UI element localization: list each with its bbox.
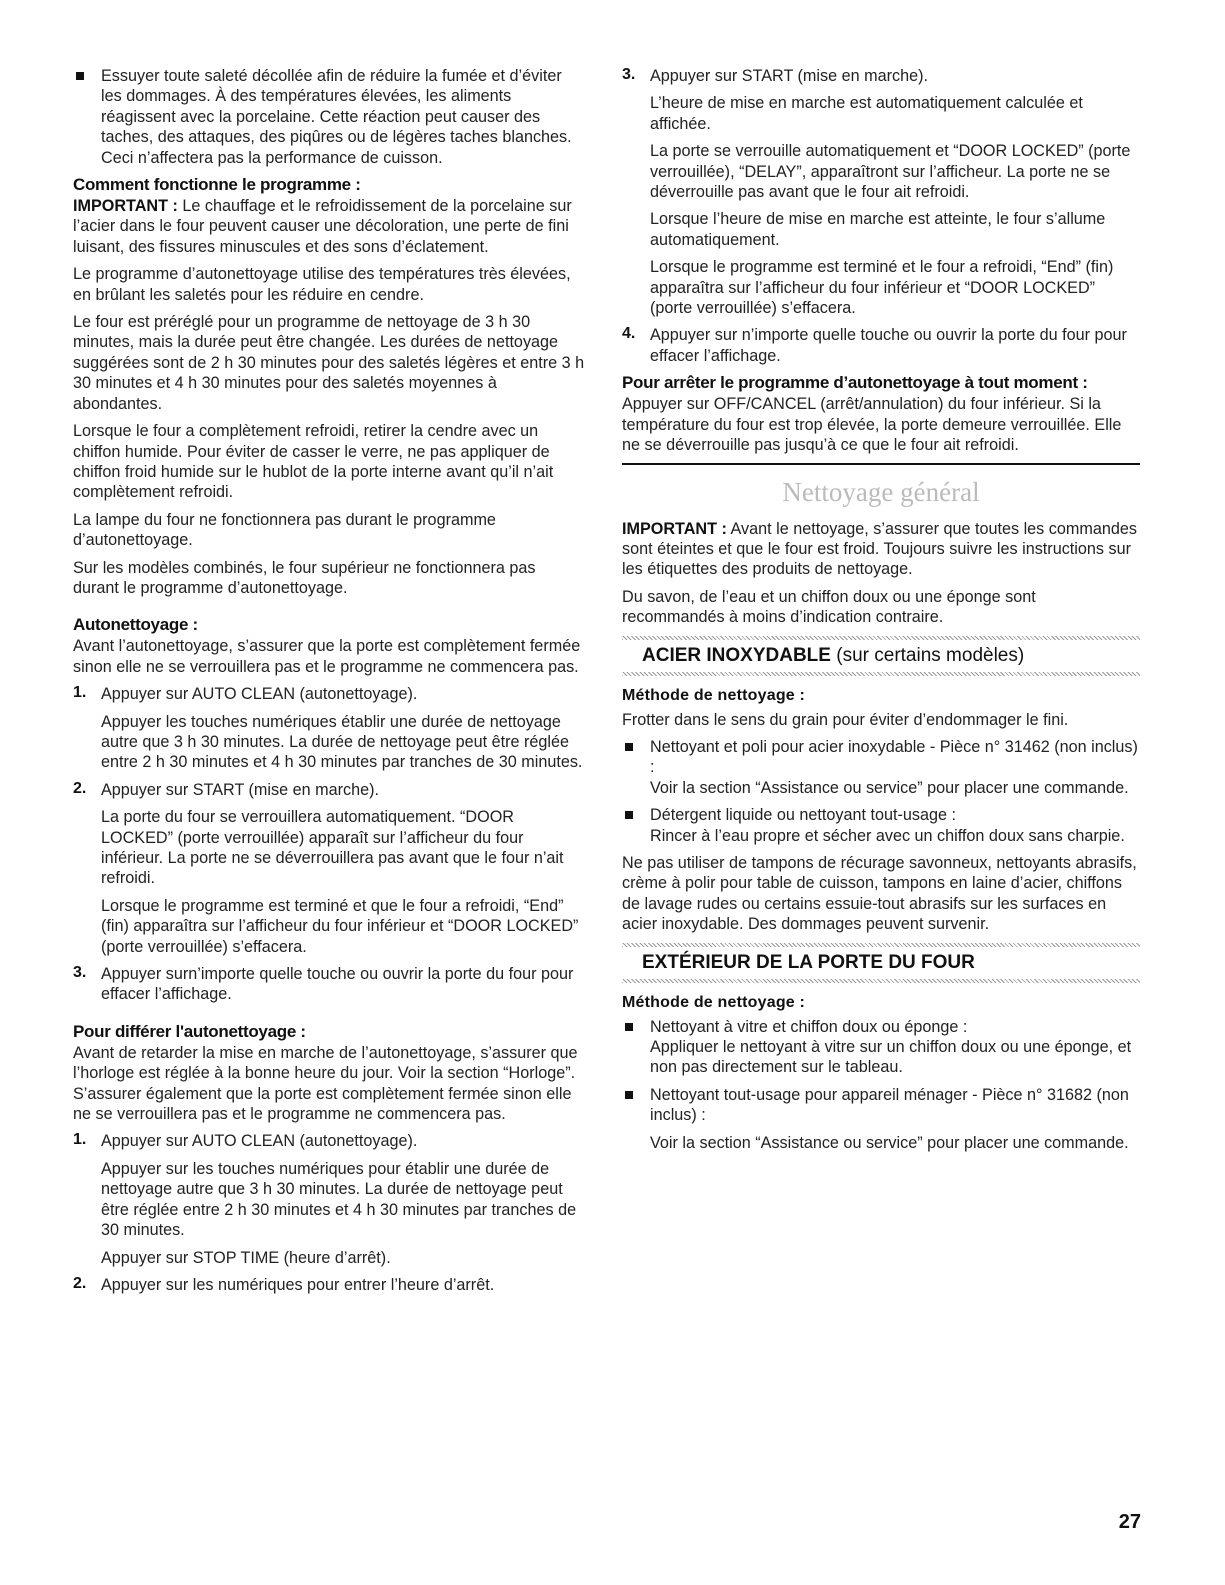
- subsection-band: [622, 943, 1140, 983]
- step: [622, 66, 1140, 86]
- subsection-title-bold: ACIER INOXYDABLE: [642, 644, 831, 666]
- list-item-detail: Rincer à l’eau propre et sécher avec un chiffon doux sans charpie.: [650, 826, 1125, 845]
- step: [73, 684, 585, 704]
- paragraph: Du savon, de l’eau et un chiffon doux ou une éponge sont recommandés à moins d’indication contraire.: [622, 587, 1036, 627]
- bullet-square-icon: [625, 1023, 633, 1031]
- how-heading: Comment fonctionne le programme :: [73, 175, 361, 195]
- subsection-band: [622, 636, 1140, 676]
- delay-heading: Pour différer l'autonettoyage :: [73, 1021, 306, 1041]
- step-text: Appuyer sur n’importe quelle touche ou ouvrir la porte du four pour effacer l’affichage.: [650, 326, 1127, 365]
- paragraph: Sur les modèles combinés, le four supérieur ne fonctionnera pas durant le programme d’autonettoyage.: [73, 558, 536, 597]
- subsection-title-rest: (sur certains modèles): [830, 644, 1025, 666]
- list-item: [622, 805, 1140, 846]
- step-text: Appuyer sur START (mise en marche).: [101, 780, 379, 799]
- step-number: 2.: [73, 779, 87, 797]
- step: [73, 1131, 585, 1151]
- auto-heading: Autonettoyage :: [73, 615, 198, 635]
- step-number: 4.: [622, 325, 636, 343]
- important-text: Avant le nettoyage, s’assurer que toutes les commandes sont éteintes et que le four est froid. Toujours suivre les instructions sur les étiquettes des produits de nettoyage.: [622, 519, 1137, 579]
- bullet-square-icon: [625, 743, 633, 751]
- list-item-detail: Voir la section “Assistance ou service” pour placer une commande.: [650, 1133, 1129, 1152]
- step-number: 1.: [73, 1131, 87, 1149]
- list-item-detail: Voir la section “Assistance ou service” pour placer une commande.: [650, 778, 1129, 797]
- step-text: Appuyer surn’importe quelle touche ou ouvrir la porte du four pour effacer l’affichage.: [101, 965, 574, 1004]
- warning-paragraph: Ne pas utiliser de tampons de récurage savonneux, nettoyants abrasifs, crème à polir pour table de cuisson, tampons en laine d’acier, chiffons de lavage rudes ou certains essuie-tout abrasifs sur les surfaces en acier inoxydable. Des dommages peuvent survenir.: [622, 853, 1137, 934]
- step-text: Appuyer sur AUTO CLEAN (autonettoyage).: [101, 1132, 418, 1151]
- step-detail: Lorsque le programme est terminé et le four a refroidi, “End” (fin) apparaîtra sur l’afficheur du four inférieur et “DOOR LOCKED” (porte verrouillée) s’effacera.: [650, 258, 1114, 318]
- step-number: 2.: [73, 1274, 87, 1292]
- step-detail: La porte du four se verrouillera automatiquement. “DOOR LOCKED” (porte verrouillée) apparaît sur l’afficheur du four inférieur. La porte ne se déverrouillera pas avant que le four n’ait refroidi.: [101, 808, 564, 888]
- left-column: [73, 66, 585, 1302]
- list-item-detail: Appliquer le nettoyant à vitre sur un chiffon doux ou une éponge, et non pas directement sur le tableau.: [650, 1038, 1132, 1077]
- important-label: IMPORTANT :: [73, 197, 178, 216]
- method-heading: Méthode de nettoyage :: [622, 993, 806, 1011]
- step-detail: Appuyer les touches numériques établir une durée de nettoyage autre que 3 h 30 minutes. La durée de nettoyage peut être réglée entre 2 h 30 minutes et 4 h 30 minutes par tranches de 30 minutes.: [101, 712, 583, 772]
- subsection-title: [622, 947, 1140, 979]
- list-item: [622, 1017, 1140, 1078]
- method-heading: Méthode de nettoyage :: [622, 686, 806, 704]
- step: [73, 964, 585, 1005]
- subsection-title-bold: EXTÉRIEUR DE LA PORTE DU FOUR: [642, 951, 975, 973]
- right-column: [622, 66, 1140, 1160]
- paragraph: Le four est préréglé pour un programme de nettoyage de 3 h 30 minutes, mais la durée peut être changée. Les durées de nettoyage suggérées sont de 2 h 30 minutes pour des saletés légères et entre 3 h 30 minutes et 4 h 30 minutes pour des saletés moyennes à abondantes.: [73, 313, 585, 413]
- list-item-text: Détergent liquide ou nettoyant tout-usage :: [650, 806, 956, 825]
- paragraph: Avant l’autonettoyage, s’assurer que la porte est complètement fermée sinon elle ne se verrouillera pas et le programme ne commencera pas.: [73, 637, 581, 676]
- list-item: [622, 1085, 1140, 1153]
- bullet-square-icon: [76, 72, 84, 80]
- step-text: Appuyer sur les numériques pour entrer l’heure d’arrêt.: [101, 1275, 495, 1294]
- important-text: Le chauffage et le refroidissement de la porcelaine sur l’acier dans le four peuvent causer une décoloration, une perte de fini luisant, des fissures minuscules et des sons d’éclatement.: [73, 197, 572, 256]
- stop-heading: Pour arrêter le programme d’autonettoyage à tout moment :: [622, 373, 1088, 393]
- step-detail: L’heure de mise en marche est automatiquement calculée et affichée.: [650, 94, 1083, 133]
- paragraph: Appuyer sur OFF/CANCEL (arrêt/annulation) du four inférieur. Si la température du four est trop élevée, la porte demeure verrouillée. Elle ne se déverrouille pas jusqu’à ce que le four ait refroidi.: [622, 395, 1122, 455]
- list-item-text: Nettoyant à vitre et chiffon doux ou éponge :: [650, 1017, 968, 1036]
- step-detail: Lorsque l’heure de mise en marche est atteinte, le four s’allume automatiquement.: [650, 210, 1106, 249]
- step: [73, 780, 585, 800]
- step: [73, 1275, 585, 1295]
- important-note: [73, 196, 585, 257]
- paragraph: La lampe du four ne fonctionnera pas durant le programme d’autonettoyage.: [73, 510, 496, 550]
- step-number: 3.: [73, 964, 87, 982]
- step: [622, 325, 1140, 366]
- subsection-title: [622, 640, 1140, 672]
- bullet-square-icon: [625, 1091, 633, 1099]
- step-text: Appuyer sur AUTO CLEAN (autonettoyage).: [101, 685, 418, 704]
- page-number: 27: [1118, 1511, 1141, 1533]
- bullet-square-icon: [625, 811, 633, 819]
- paragraph: Lorsque le four a complètement refroidi, retirer la cendre avec un chiffon humide. Pour éviter de casser le verre, ne pas appliquer de chiffon froid humide sur le hublot de la porte interne avant qu’il n’ait complètement refroidi.: [73, 422, 554, 502]
- step-number: 3.: [622, 66, 636, 83]
- step-detail: Lorsque le programme est terminé et que le four a refroidi, “End” (fin) apparaîtra sur l’afficheur du four inférieur et “DOOR LOCKED” (porte verrouillée) s’effacera.: [101, 896, 579, 956]
- important-note: [622, 519, 1140, 580]
- paragraph: Avant de retarder la mise en marche de l’autonettoyage, s’assurer que l’horloge est réglée à la bonne heure du jour. Voir la section “Horloge”. S’assurer également que la porte est complètement fermée sinon elle ne se verrouillera pas et le programme ne commencera pas.: [73, 1043, 578, 1124]
- step-detail: Appuyer sur STOP TIME (heure d’arrêt).: [101, 1248, 391, 1267]
- list-item: [622, 737, 1140, 798]
- hatch-rule: [622, 672, 1140, 676]
- step-number: 1.: [73, 684, 87, 702]
- paragraph: Frotter dans le sens du grain pour éviter d’endommager le fini.: [622, 710, 1069, 729]
- list-item-text: Nettoyant et poli pour acier inoxydable - Pièce n° 31462 (non inclus) :: [650, 737, 1138, 777]
- important-label: IMPORTANT :: [622, 519, 727, 538]
- step-detail: La porte se verrouille automatiquement et “DOOR LOCKED” (porte verrouillée), “DELAY”, apparaîtront sur l’afficheur. La porte ne se déverrouille pas avant que le four ait refroidi.: [650, 142, 1131, 202]
- list-item: [73, 66, 585, 168]
- intro-text: Essuyer toute saleté décollée afin de réduire la fumée et d’éviter les dommages. À des températures élevées, les aliments réagissent avec la porcelaine. Cette réaction peut causer des taches, des attaques, des piqûres ou de légères taches blanches. Ceci n’affectera pas la performance de cuisson.: [101, 67, 572, 167]
- paragraph: Le programme d’autonettoyage utilise des températures très élevées, en brûlant les saletés pour les réduire en cendre.: [73, 265, 571, 304]
- list-item-text: Nettoyant tout-usage pour appareil ménager - Pièce n° 31682 (non inclus) :: [650, 1085, 1129, 1125]
- step-detail: Appuyer sur les touches numériques pour établir une durée de nettoyage autre que 3 h 30 minutes. La durée de nettoyage peut être réglée entre 2 h 30 minutes et 4 h 30 minutes par tranches de 30 minutes.: [101, 1159, 577, 1240]
- step-text: Appuyer sur START (mise en marche).: [650, 67, 928, 85]
- section-divider: [622, 463, 1140, 465]
- section-title: Nettoyage général: [782, 476, 980, 507]
- hatch-rule: [622, 979, 1140, 983]
